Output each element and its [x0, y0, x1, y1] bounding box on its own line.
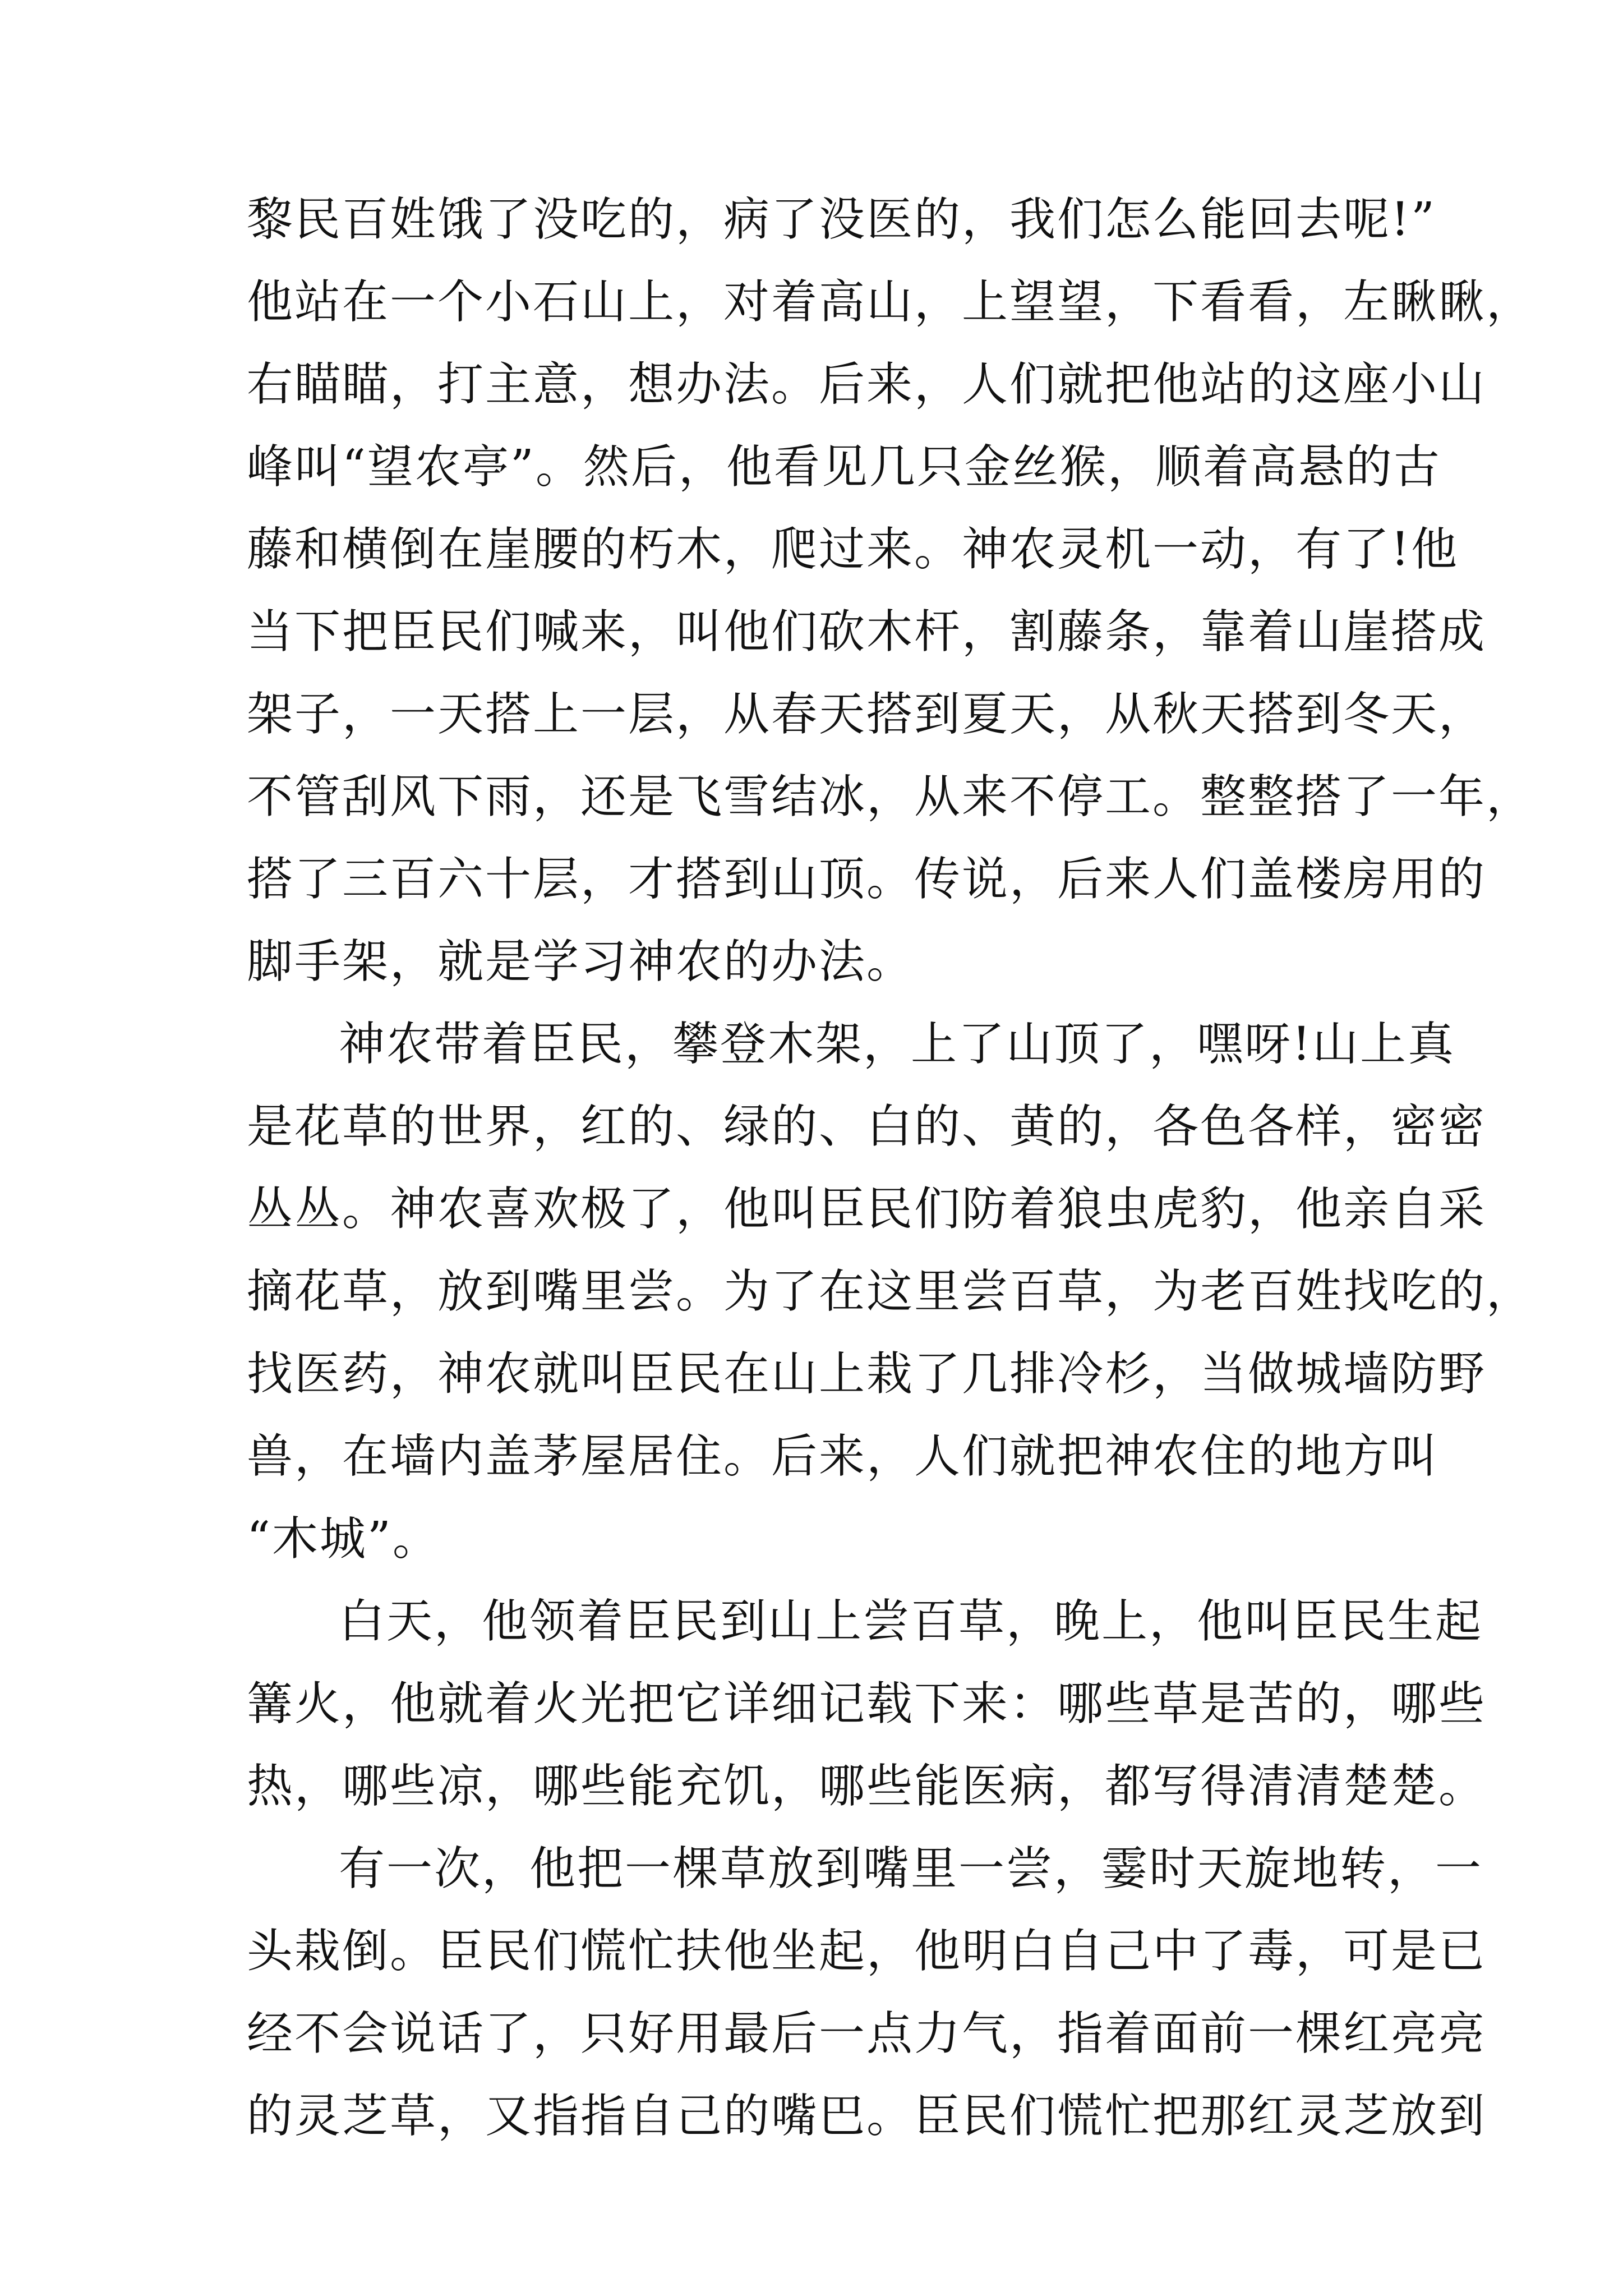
text-line: “木城”。: [247, 1512, 440, 1566]
paragraph-start-line: 白天，他领着臣民到山上尝百草，晚上，他叫臣民生起: [339, 1595, 1483, 1648]
text-line: 当下把臣民们喊来，叫他们砍木杆，割藤条，靠着山崖搭成: [247, 605, 1487, 659]
text-line: 架子，一天搭上一层，从春天搭到夏天，从秋天搭到冬天，: [247, 688, 1487, 741]
text-line: 热，哪些凉，哪些能充饥，哪些能医病，都写得清清楚楚。: [247, 1760, 1487, 1813]
paragraph-start-line: 神农带着臣民，攀登木架，上了山顶了，嘿呀!山上真: [339, 1018, 1455, 1071]
text-line: 经不会说话了，只好用最后一点力气，指着面前一棵红亮亮: [247, 2007, 1487, 2060]
body-text: [247, 178, 1534, 2157]
text-line: 峰叫“望农亭”。然后，他看见几只金丝猴，顺着高悬的古: [247, 440, 1441, 494]
text-line: 脚手架，就是学习神农的办法。: [247, 935, 915, 988]
paragraph-start-line: 有一次，他把一棵草放到嘴里一尝，霎时天旋地转，一: [339, 1842, 1483, 1895]
text-line: 他站在一个小石山上，对着高山，上望望，下看看，左瞅瞅，: [247, 275, 1534, 329]
text-line: 兽，在墙内盖茅屋居住。后来，人们就把神农住的地方叫: [247, 1430, 1439, 1483]
text-line: 摘花草，放到嘴里尝。为了在这里尝百草，为老百姓找吃的，: [247, 1265, 1534, 1318]
text-line: 藤和横倒在崖腰的朽木，爬过来。神农灵机一动，有了!他: [247, 523, 1459, 576]
text-line: 篝火，他就着火光把它详细记载下来：哪些草是苦的，哪些: [247, 1677, 1487, 1731]
text-line: 丛丛。神农喜欢极了，他叫臣民们防着狼虫虎豹，他亲自采: [247, 1182, 1487, 1236]
text-line: 的灵芝草，又指指自己的嘴巴。臣民们慌忙把那红灵芝放到: [247, 2090, 1487, 2143]
text-line: 找医药，神农就叫臣民在山上栽了几排冷杉，当做城墙防野: [247, 1347, 1487, 1401]
text-line: 是花草的世界，红的、绿的、白的、黄的，各色各样，密密: [247, 1100, 1487, 1153]
text-line: 不管刮风下雨，还是飞雪结冰，从来不停工。整整搭了一年，: [247, 770, 1534, 823]
text-line: 右瞄瞄，打主意，想办法。后来，人们就把他站的这座小山: [247, 358, 1487, 411]
text-line: 头栽倒。臣民们慌忙扶他坐起，他明白自己中了毒，可是已: [247, 1925, 1487, 1978]
text-line: 搭了三百六十层，才搭到山顶。传说，后来人们盖楼房用的: [247, 853, 1487, 906]
text-line: 黎民百姓饿了没吃的，病了没医的，我们怎么能回去呢!”: [247, 193, 1436, 246]
